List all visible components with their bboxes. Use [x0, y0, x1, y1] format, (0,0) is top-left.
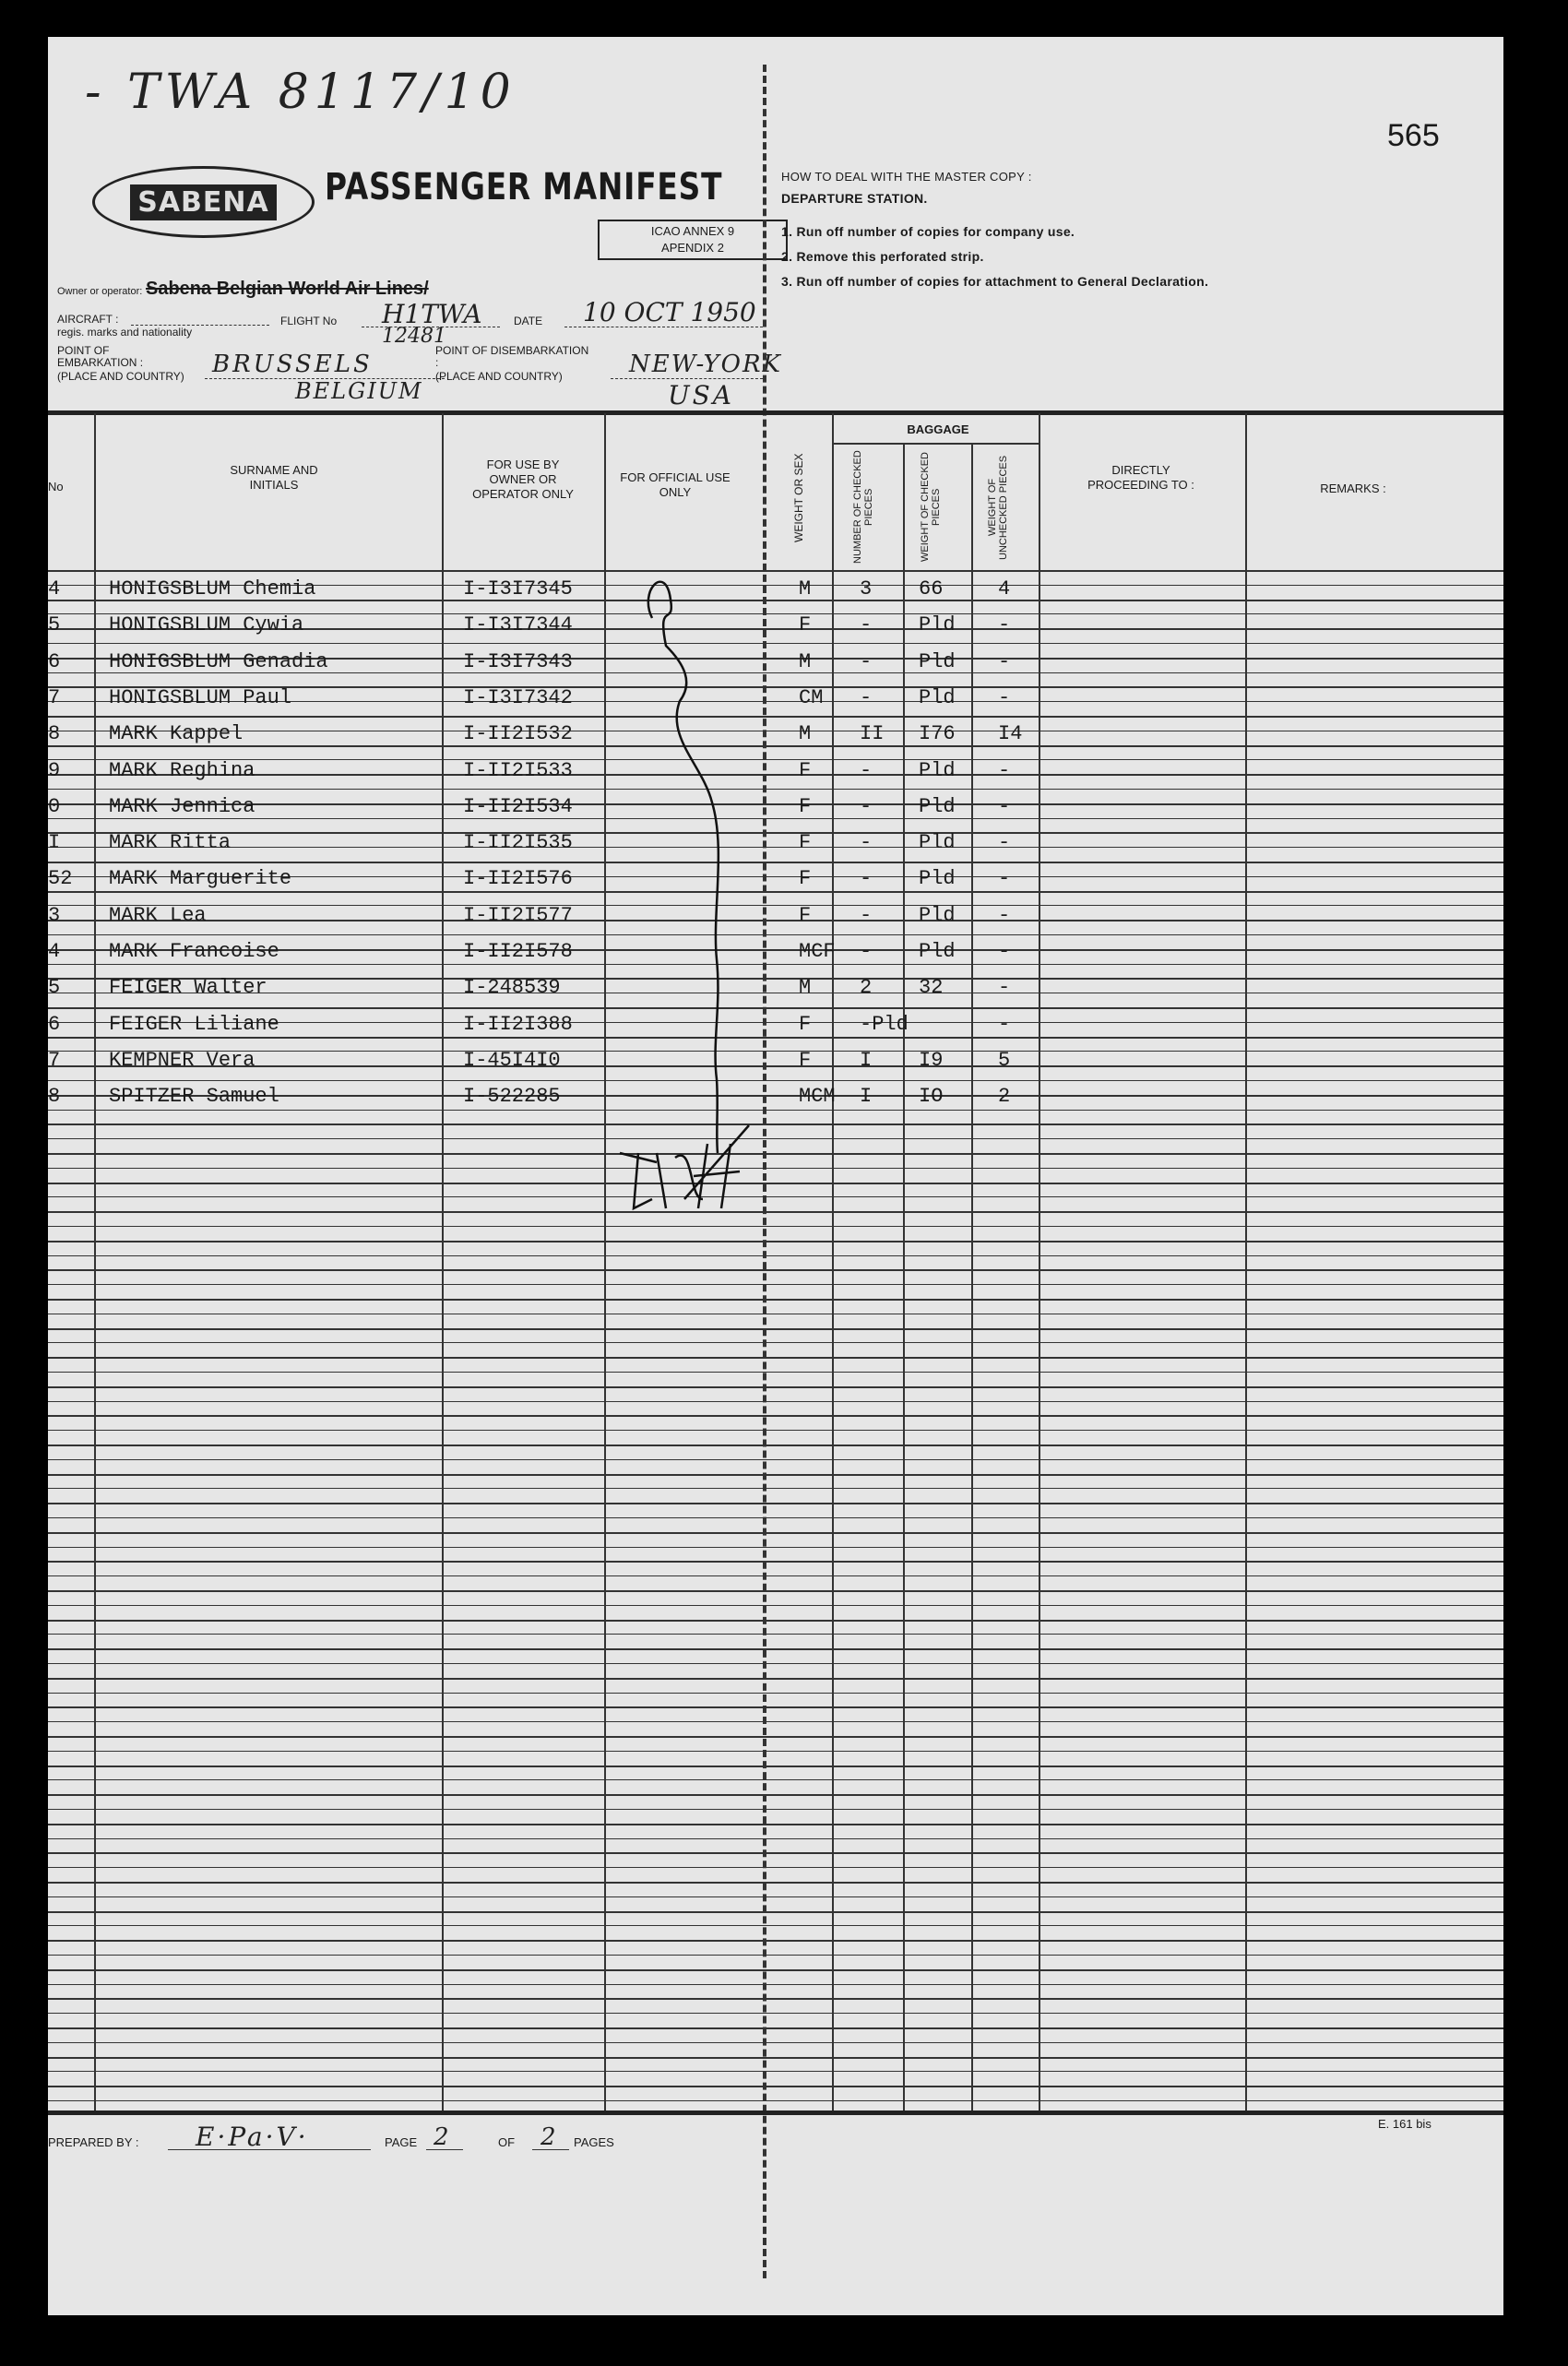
- cell-ticket: I-I3I7343: [463, 650, 573, 673]
- rule-line: [48, 1547, 1503, 1548]
- cell-sex: F: [799, 831, 812, 854]
- date-label: DATE: [514, 315, 543, 327]
- rule-line: [48, 1575, 1503, 1576]
- cell-name: MARK Jennica: [109, 795, 255, 818]
- cell-no: 8: [48, 1085, 61, 1108]
- col-header-baggage: BAGGAGE: [907, 422, 969, 436]
- rule-line: [48, 2086, 1503, 2087]
- rule-line: [48, 1634, 1503, 1635]
- cell-no: 4: [48, 940, 61, 963]
- col-divider-wt: [971, 443, 973, 2110]
- cell-num: 2: [860, 976, 873, 999]
- cell-unc: 2: [998, 1085, 1011, 1108]
- rule-line: [48, 2071, 1503, 2072]
- rule-line: [48, 1721, 1503, 1722]
- rule-line: [48, 1620, 1503, 1622]
- cell-no: 5: [48, 976, 61, 999]
- cell-wt: 32: [919, 976, 944, 999]
- cell-sex: F: [799, 904, 812, 927]
- rule-line: [48, 1532, 1503, 1534]
- cell-ticket: I-I3I7342: [463, 686, 573, 709]
- rule-line: [48, 1488, 1503, 1489]
- page-underline: [426, 2149, 463, 2150]
- rule-line: [48, 1269, 1503, 1271]
- rule-line: [48, 1401, 1503, 1402]
- of-value: 2: [540, 2123, 556, 2151]
- rule-line: [48, 1998, 1503, 2000]
- cell-no: 6: [48, 1013, 61, 1036]
- cell-num: I: [860, 1085, 873, 1108]
- cell-num: -: [860, 686, 873, 709]
- rule-line: [48, 1794, 1503, 1796]
- cell-ticket: I-I3I7344: [463, 613, 573, 636]
- cell-sex: F: [799, 795, 812, 818]
- rule-line: [48, 1459, 1503, 1460]
- cell-ticket: I-45I4I0: [463, 1049, 561, 1072]
- cell-num: -: [860, 831, 873, 854]
- rule-line: [48, 1342, 1503, 1343]
- operator-value: Sabena Belgian World Air Lines/: [146, 279, 429, 299]
- aircraft-underline: [131, 325, 269, 326]
- cell-sex: F: [799, 1049, 812, 1072]
- cell-no: 4: [48, 577, 61, 600]
- cell-sex: M: [799, 722, 812, 745]
- cell-no: 5: [48, 613, 61, 636]
- cell-num: I: [860, 1049, 873, 1072]
- baggage-header-rule: [832, 443, 1039, 445]
- cell-unc: -: [998, 940, 1011, 963]
- cell-ticket: I-II2I533: [463, 759, 573, 782]
- cell-name: MARK Kappel: [109, 722, 244, 745]
- cell-ticket: I-522285: [463, 1085, 561, 1108]
- official-signature-mark: [601, 563, 841, 1245]
- col-header-wt-checked: WEIGHT OF CHECKED PIECES: [920, 452, 942, 563]
- embark-value: BRUSSELS: [212, 351, 373, 378]
- cell-unc: 5: [998, 1049, 1011, 1072]
- instructions-subtitle: DEPARTURE STATION.: [781, 191, 928, 206]
- cell-no: 0: [48, 795, 61, 818]
- disembark-underline: [611, 378, 763, 379]
- disembark-label: POINT OF DISEMBARKATION :: [435, 344, 589, 369]
- rule-line: [48, 1663, 1503, 1664]
- rule-line: [48, 1809, 1503, 1810]
- cell-wt: Pld: [919, 613, 956, 636]
- rule-line: [48, 1284, 1503, 1285]
- cell-name: MARK Ritta: [109, 831, 232, 854]
- cell-name: MARK Marguerite: [109, 867, 292, 890]
- cell-name: HONIGSBLUM Genadia: [109, 650, 328, 673]
- cell-no: I: [48, 831, 61, 854]
- rule-line: [48, 1561, 1503, 1563]
- rule-line: [48, 1706, 1503, 1708]
- instruction-step-3: 3. Run off number of copies for attachment to General Declaration.: [781, 274, 1209, 289]
- rule-line: [48, 1678, 1503, 1680]
- rule-line: [48, 1328, 1503, 1330]
- cell-ticket: I-II2I578: [463, 940, 573, 963]
- cell-sex: CM: [799, 686, 824, 709]
- icao-line2: APENDIX 2: [661, 241, 724, 255]
- cell-unc: -: [998, 904, 1011, 927]
- col-header-wt-unchecked: WEIGHT OF UNCHECKED PIECES: [987, 455, 1009, 560]
- col-header-no: No: [48, 480, 64, 493]
- cell-unc: -: [998, 1013, 1011, 1036]
- rule-line: [48, 1605, 1503, 1606]
- rule-line: [48, 1766, 1503, 1767]
- cell-sex: M: [799, 650, 812, 673]
- cell-name: SPITZER Samuel: [109, 1085, 279, 1108]
- cell-no: 7: [48, 1049, 61, 1072]
- aircraft-sub-label: regis. marks and nationality: [57, 326, 193, 339]
- cell-sex: F: [799, 613, 812, 636]
- cell-ticket: I-I3I7345: [463, 577, 573, 600]
- cell-unc: -: [998, 795, 1011, 818]
- cell-name: HONIGSBLUM Paul: [109, 686, 292, 709]
- cell-ticket: I-II2I532: [463, 722, 573, 745]
- rule-line: [48, 1590, 1503, 1592]
- rule-line: [48, 1925, 1503, 1926]
- cell-wt: Pld: [919, 686, 956, 709]
- cell-wt: 66: [919, 577, 944, 600]
- col-header-owner: FOR USE BY OWNER OR OPERATOR ONLY: [472, 458, 574, 501]
- cell-name: MARK Lea: [109, 904, 207, 927]
- disembark-value: NEW-YORK: [629, 351, 782, 378]
- rule-line: [48, 1372, 1503, 1373]
- date-value: 10 OCT 1950: [583, 297, 756, 327]
- rule-line: [48, 1430, 1503, 1431]
- instruction-step-2: 2. Remove this perforated strip.: [781, 249, 984, 264]
- cell-sex: F: [799, 759, 812, 782]
- cell-ticket: I-II2I534: [463, 795, 573, 818]
- col-divider-baggage: [1039, 413, 1040, 2110]
- rule-line: [48, 1940, 1503, 1942]
- cell-name: FEIGER Liliane: [109, 1013, 279, 1036]
- cell-wt: Pld: [919, 867, 956, 890]
- cell-sex: MCF: [799, 940, 836, 963]
- prepared-by-label: PREPARED BY :: [48, 2135, 139, 2149]
- rule-line: [48, 1299, 1503, 1301]
- cell-ticket: I-II2I577: [463, 904, 573, 927]
- cell-wt: IO: [919, 1085, 944, 1108]
- instruction-step-1: 1. Run off number of copies for company use.: [781, 224, 1075, 239]
- disembark-country: USA: [668, 380, 734, 410]
- cell-num: -: [860, 867, 873, 890]
- cell-num: -: [860, 904, 873, 927]
- cell-ticket: I-II2I388: [463, 1013, 573, 1036]
- rule-line: [48, 1896, 1503, 1897]
- embark-label: POINT OF EMBARKATION :: [57, 344, 144, 369]
- rule-line: [48, 1415, 1503, 1417]
- rule-line: [48, 1779, 1503, 1780]
- rule-line: [48, 1648, 1503, 1650]
- col-header-remarks: REMARKS :: [1320, 482, 1386, 495]
- cell-num: -: [860, 795, 873, 818]
- cell-wt: I76: [919, 722, 956, 745]
- rule-line: [48, 2027, 1503, 2029]
- embark-country: BELGIUM: [295, 378, 423, 404]
- instructions-title: HOW TO DEAL WITH THE MASTER COPY :: [781, 170, 1032, 184]
- prepared-by-value: E·Pa·V·: [196, 2122, 309, 2152]
- rule-line: [48, 1867, 1503, 1868]
- col-divider-surname: [442, 413, 444, 2110]
- icao-line1: ICAO ANNEX 9: [650, 224, 735, 238]
- cell-num: -: [860, 650, 873, 673]
- rule-line: [48, 2057, 1503, 2059]
- cell-wt: I9: [919, 1049, 944, 1072]
- cell-unc: -: [998, 867, 1011, 890]
- cell-unc: -: [998, 686, 1011, 709]
- cell-ticket: I-II2I535: [463, 831, 573, 854]
- cell-num: -: [860, 613, 873, 636]
- cell-unc: -: [998, 613, 1011, 636]
- sabena-logo: SABENA: [92, 166, 315, 238]
- cell-ticket: I-248539: [463, 976, 561, 999]
- cell-sex: MCM: [799, 1085, 836, 1108]
- cell-wt: Pld: [919, 940, 956, 963]
- cell-no: 3: [48, 904, 61, 927]
- table-top-rule: [48, 410, 1503, 415]
- rule-line: [48, 1255, 1503, 1256]
- rule-line: [48, 1955, 1503, 1956]
- prepared-by-underline: [168, 2149, 371, 2150]
- col-divider-num: [903, 443, 905, 2110]
- of-underline: [532, 2149, 569, 2150]
- rule-line: [48, 1911, 1503, 1913]
- cell-name: HONIGSBLUM Chemia: [109, 577, 316, 600]
- rule-line: [48, 1503, 1503, 1504]
- cell-wt: Pld: [919, 650, 956, 673]
- embark-underline: [205, 378, 445, 379]
- col-divider-proceeding: [1245, 413, 1247, 2110]
- cell-name: HONIGSBLUM Cywia: [109, 613, 304, 636]
- rule-line: [48, 1693, 1503, 1694]
- rule-line: [48, 1838, 1503, 1839]
- cell-unc: -: [998, 759, 1011, 782]
- rule-line: [48, 1824, 1503, 1825]
- cell-no: 52: [48, 867, 73, 890]
- handwritten-reference: - TWA 8117/10: [85, 65, 517, 120]
- rule-line: [48, 1445, 1503, 1446]
- rule-line: [48, 1751, 1503, 1752]
- col-header-num-checked: NUMBER OF CHECKED PIECES: [852, 450, 874, 565]
- cell-wt: Pld: [919, 831, 956, 854]
- form-code: E. 161 bis: [1378, 2117, 1431, 2131]
- rule-line: [48, 2100, 1503, 2101]
- disembark-sub-label: (PLACE AND COUNTRY): [435, 370, 563, 383]
- table-bottom-rule: [48, 2110, 1503, 2115]
- rule-line: [48, 1474, 1503, 1476]
- rule-line: [48, 1984, 1503, 1985]
- flight-label: FLIGHT No: [280, 315, 338, 327]
- cell-no: 7: [48, 686, 61, 709]
- cell-sex: F: [799, 1013, 812, 1036]
- rule-line: [48, 1357, 1503, 1359]
- cell-unc: -: [998, 976, 1011, 999]
- cell-wt: Pld: [919, 904, 956, 927]
- cell-num: -Pld: [860, 1013, 909, 1036]
- aircraft-label: AIRCRAFT :: [57, 313, 119, 326]
- cell-unc: 4: [998, 577, 1011, 600]
- cell-num: II: [860, 722, 885, 745]
- cell-num: -: [860, 940, 873, 963]
- col-header-proceeding: DIRECTLY PROCEEDING TO :: [1087, 463, 1194, 492]
- cell-wt: Pld: [919, 795, 956, 818]
- cell-sex: F: [799, 867, 812, 890]
- cell-no: 8: [48, 722, 61, 745]
- rule-line: [48, 1852, 1503, 1854]
- pages-label: PAGES: [574, 2135, 614, 2149]
- manifest-sheet: [48, 37, 1503, 2315]
- page-label: PAGE: [385, 2135, 418, 2149]
- rule-line: [48, 2013, 1503, 2014]
- cell-no: 9: [48, 759, 61, 782]
- cell-unc: -: [998, 831, 1011, 854]
- cell-unc: I4: [998, 722, 1023, 745]
- rule-line: [48, 1736, 1503, 1738]
- col-header-official: FOR OFFICIAL USE ONLY: [620, 470, 731, 499]
- rule-line: [48, 1969, 1503, 1971]
- cell-num: -: [860, 759, 873, 782]
- page-stamp-number: 565: [1387, 118, 1440, 153]
- rule-line: [48, 2042, 1503, 2043]
- page-value: 2: [434, 2123, 449, 2151]
- flight-sub-value: 12481: [382, 325, 446, 348]
- cell-name: KEMPNER Vera: [109, 1049, 255, 1072]
- rule-line: [48, 1517, 1503, 1518]
- of-label: OF: [498, 2135, 516, 2149]
- cell-ticket: I-II2I576: [463, 867, 573, 890]
- cell-num: 3: [860, 577, 873, 600]
- cell-name: MARK Francoise: [109, 940, 279, 963]
- cell-name: FEIGER Walter: [109, 976, 267, 999]
- cell-wt: Pld: [919, 759, 956, 782]
- col-header-surname: SURNAME AND INITIALS: [230, 463, 318, 492]
- embark-sub-label: (PLACE AND COUNTRY): [57, 370, 184, 383]
- cell-sex: M: [799, 976, 812, 999]
- cell-sex: M: [799, 577, 812, 600]
- flight-value: H1TWA: [382, 299, 482, 329]
- cell-unc: -: [998, 650, 1011, 673]
- rule-line: [48, 1882, 1503, 1884]
- col-divider-no: [94, 413, 96, 2110]
- operator-label: Owner or operator:: [57, 286, 143, 297]
- page-title: PASSENGER MANIFEST: [325, 166, 723, 208]
- cell-name: MARK Reghina: [109, 759, 255, 782]
- col-header-sex: WEIGHT OR SEX: [792, 453, 805, 543]
- rule-line: [48, 1386, 1503, 1388]
- icao-box: [598, 220, 788, 260]
- cell-no: 6: [48, 650, 61, 673]
